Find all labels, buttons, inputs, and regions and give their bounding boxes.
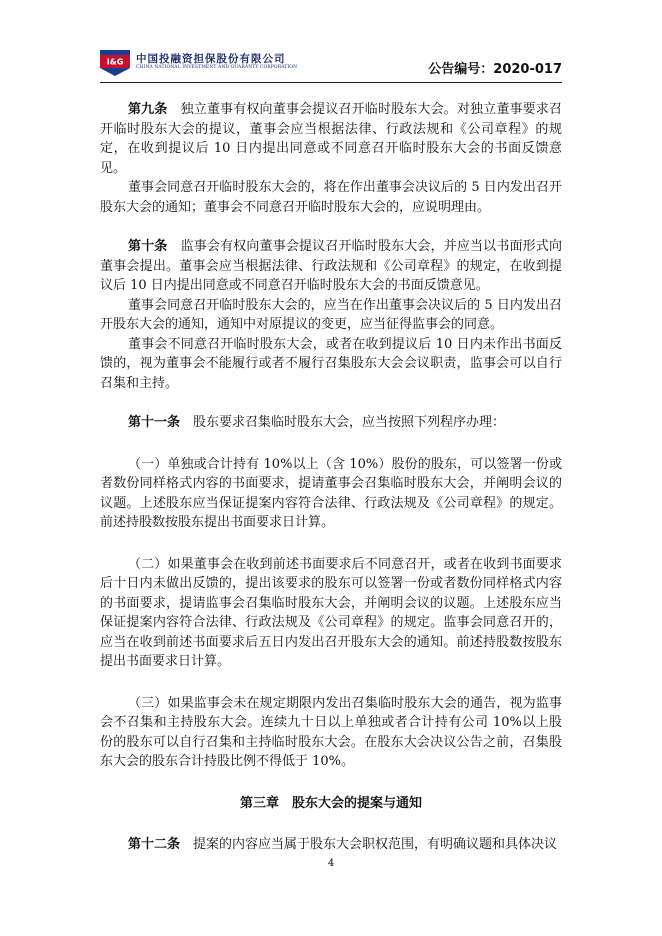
company-logo <box>100 50 130 76</box>
article-9-paragraph-2: 董事会同意召开临时股东大会的，将在作出董事会决议后的 5 日内发出召开股东大会的通知；董事会不同意召开临时股东大会的，应说明理由。 <box>100 180 562 215</box>
article-11-item-2: （二）如果董事会在收到前述书面要求后不同意召开，或者在收到书面要求后十日内未做出反馈的，提出该要求的股东可以签署一份或者数份同样格式内容的书面要求，提请监事会召集临时股东大会，并阐明会议的议题。上述股东应当保证提案内容符合法律、行政法规及《公司章程》的规定。监事会同意召开的，应当在收到前述书面要求后五日内发出召开股东大会的通知。前述持股数按股东提出书面要求日计算。 <box>100 556 562 669</box>
article-11-item-3: （三）如果监事会未在规定期限内发出召集临时股东大会的通告，视为监事会不召集和主持股东大会。连续九十日以上单独或者合计持有公司 10%以上股份的股东可以自行召集和主持临时股东大会。在股东大会决议公告之前，召集股东大会的股东合计持股比例不得低于 10%。 <box>100 695 562 769</box>
article-11-item-1: （一）单独或合计持有 10%以上（含 10%）股份的股东，可以签署一份或者数份同样格式内容的书面要求，提请董事会召集临时股东大会，并阐明会议的议题。上述股东应当保证提案内容符合法律、行政法规及《公司章程》的规定。前述持股数按股东提出书面要求日计算。 <box>100 456 562 530</box>
company-name-cn: 中国投融资担保股份有限公司 <box>136 53 286 65</box>
article-11-heading: 第十一条 <box>128 415 181 430</box>
page-header <box>100 50 562 80</box>
article-10-paragraph-1: 第十条 监事会有权向董事会提议召开临时股东大会，并应当以书面形式向董事会提出。董事会应当根据法律、行政法规和《公司章程》的规定，在收到提议后 10 日内提出同意或不同意召开临时股东大会的书面反馈意见。 <box>100 239 562 293</box>
article-9-paragraph-1: 第九条 独立董事有权向董事会提议召开临时股东大会。对独立董事要求召开临时股东大会的提议，董事会应当根据法律、行政法规和《公司章程》的规定，在收到提议后 10 日内提出同意或不同意召开临时股东大会的书面反馈意见。 <box>100 102 562 176</box>
page-number: 4 <box>327 858 335 869</box>
document-body <box>100 100 562 855</box>
article-10-paragraph-2: 董事会同意召开临时股东大会的，应当在作出董事会决议后的 5 日内发出召开股东大会的通知，通知中对原提议的变更，应当征得监事会的同意。 <box>100 297 562 332</box>
header-divider <box>100 82 562 83</box>
article-10-paragraph-3: 董事会不同意召开临时股东大会，或者在收到提议后 10 日内未作出书面反馈的，视为董事会不能履行或者不履行召集股东大会会议职责，监事会可以自行召集和主持。 <box>100 336 562 391</box>
article-11-intro: 第十一条 股东要求召集临时股东大会，应当按照下列程序办理： <box>128 415 506 430</box>
article-12-paragraph-1: 第十二条 提案的内容应当属于股东大会职权范围，有明确议题和具体决议 <box>128 837 558 852</box>
article-9-heading: 第九条 <box>128 102 168 117</box>
chapter-3-title: 第三章 股东大会的提案与通知 <box>239 795 422 811</box>
notice-number: 公告编号：2020-017 <box>428 62 562 77</box>
article-12-heading: 第十二条 <box>128 837 181 852</box>
article-10-heading: 第十条 <box>128 239 168 254</box>
company-name-en: CHINA NATIONAL INVESTMENT AND GUARANTY CORPORATION <box>136 65 298 70</box>
svg-text:I&G: I&G <box>106 57 124 67</box>
